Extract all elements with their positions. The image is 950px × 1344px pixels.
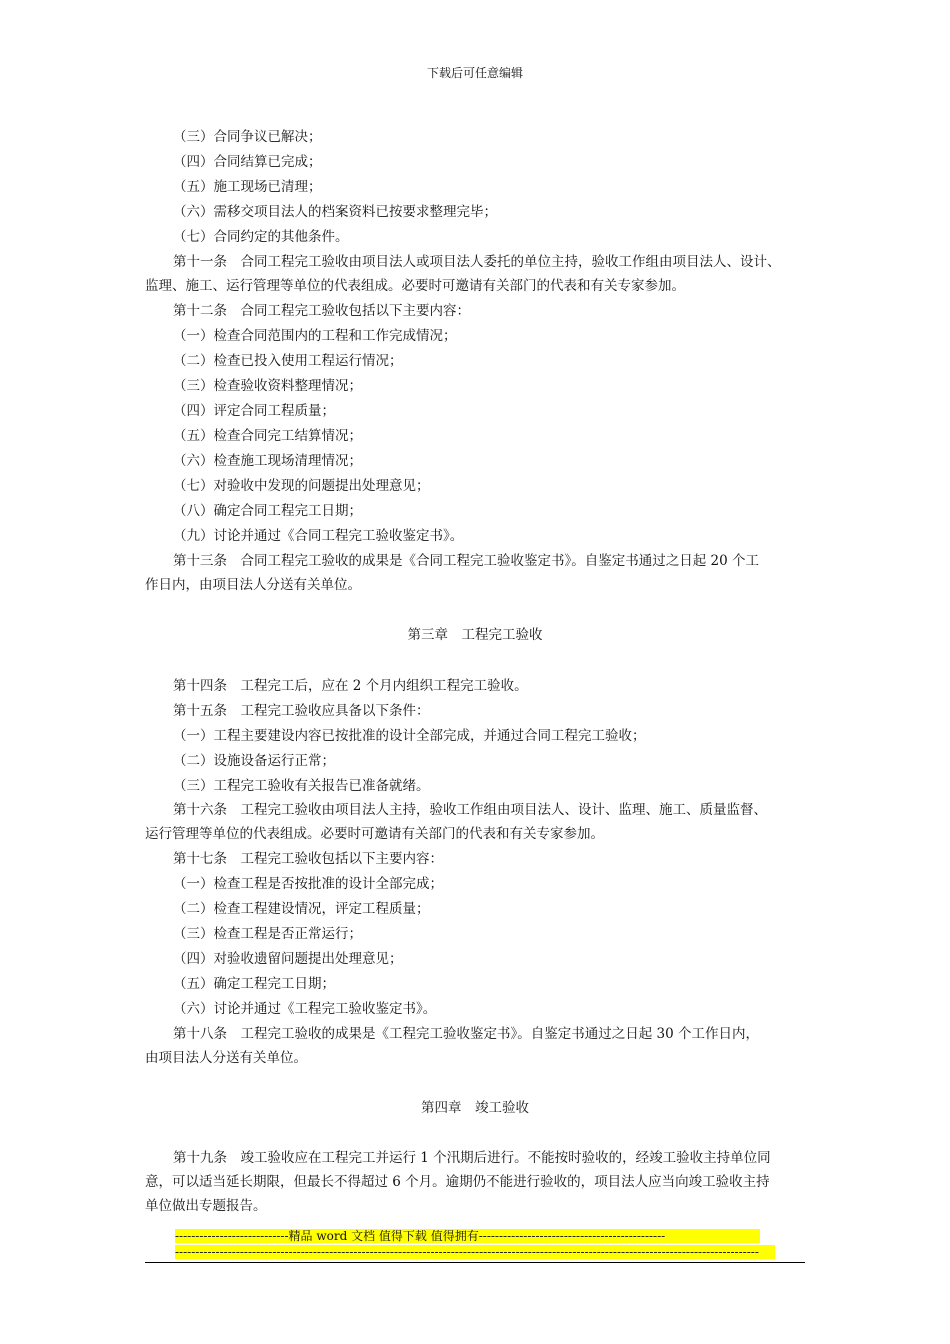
list-item: （二）检查已投入使用工程运行情况；: [173, 353, 403, 369]
list-item: （四）评定合同工程质量；: [173, 403, 335, 419]
article-19-continued: 意，可以适当延长期限，但最长不得超过 6 个月。逾期仍不能进行验收的，项目法人应当向竣工验收主持: [145, 1174, 770, 1190]
list-item: （二）检查工程建设情况，评定工程质量；: [173, 901, 430, 917]
list-item: （二）设施设备运行正常；: [173, 753, 335, 769]
article-18: 第十八条 工程完工验收的成果是《工程完工验收鉴定书》。自鉴定书通过之日起 30 个工作日内，: [173, 1026, 760, 1042]
article-17: 第十七条 工程完工验收包括以下主要内容：: [173, 851, 443, 867]
footer-dashes: ------------------------------------------------------------------------------------------------------------------------------------------------: [175, 1245, 775, 1259]
list-item: （三）工程完工验收有关报告已准备就绪。: [173, 778, 430, 794]
list-item: （三）检查验收资料整理情况；: [173, 378, 362, 394]
list-item: （一）工程主要建设内容已按批准的设计全部完成，并通过合同工程完工验收；: [173, 728, 646, 744]
list-item: （四）对验收遗留问题提出处理意见；: [173, 951, 403, 967]
chapter-3-heading: 第三章 工程完工验收: [407, 627, 543, 643]
article-16-continued: 运行管理等单位的代表组成。必要时可邀请有关部门的代表和有关专家参加。: [145, 826, 604, 842]
article-19: 第十九条 竣工验收应在工程完工并运行 1 个汛期后进行。不能按时验收的，经竣工验收主持单位同: [173, 1150, 771, 1166]
list-item: （五）确定工程完工日期；: [173, 976, 335, 992]
article-11-continued: 监理、施工、运行管理等单位的代表组成。必要时可邀请有关部门的代表和有关专家参加。: [145, 278, 685, 294]
article-18-continued: 由项目法人分送有关单位。: [145, 1050, 307, 1066]
list-item: （三）检查工程是否正常运行；: [173, 926, 362, 942]
article-14: 第十四条 工程完工后，应在 2 个月内组织工程完工验收。: [173, 678, 528, 694]
paragraph-line: （七）合同约定的其他条件。: [173, 229, 349, 245]
page-header: 下载后可任意编辑: [426, 66, 523, 80]
footer-rule: [145, 1262, 805, 1263]
article-11: 第十一条 合同工程完工验收由项目法人或项目法人委托的单位主持，验收工作组由项目法人、设计、: [173, 254, 781, 270]
paragraph-line: （四）合同结算已完成；: [173, 154, 322, 170]
article-16: 第十六条 工程完工验收由项目法人主持，验收工作组由项目法人、设计、监理、施工、质量监督、: [173, 802, 767, 818]
list-item: （六）讨论并通过《工程完工验收鉴定书》。: [173, 1001, 437, 1017]
list-item: （八）确定合同工程完工日期；: [173, 503, 362, 519]
chapter-4-heading: 第四章 竣工验收: [421, 1100, 529, 1116]
article-12: 第十二条 合同工程完工验收包括以下主要内容：: [173, 303, 470, 319]
article-19-continued: 单位做出专题报告。: [145, 1198, 267, 1214]
list-item: （一）检查工程是否按批准的设计全部完成；: [173, 876, 443, 892]
list-item: （五）检查合同完工结算情况；: [173, 428, 362, 444]
article-13-continued: 作日内，由项目法人分送有关单位。: [145, 577, 361, 593]
article-13: 第十三条 合同工程完工验收的成果是《合同工程完工验收鉴定书》。自鉴定书通过之日起 20 个工: [173, 553, 760, 569]
footer-banner: ----------------------------精品 word 文档 值得下载 值得拥有----------------------------------------------: [175, 1229, 760, 1243]
paragraph-line: （五）施工现场已清理；: [173, 179, 322, 195]
list-item: （九）讨论并通过《合同工程完工验收鉴定书》。: [173, 528, 464, 544]
paragraph-line: （三）合同争议已解决；: [173, 129, 322, 145]
list-item: （六）检查施工现场清理情况；: [173, 453, 362, 469]
list-item: （七）对验收中发现的问题提出处理意见；: [173, 478, 430, 494]
paragraph-line: （六）需移交项目法人的档案资料已按要求整理完毕；: [173, 204, 497, 220]
article-15: 第十五条 工程完工验收应具备以下条件：: [173, 703, 430, 719]
list-item: （一）检查合同范围内的工程和工作完成情况；: [173, 328, 457, 344]
